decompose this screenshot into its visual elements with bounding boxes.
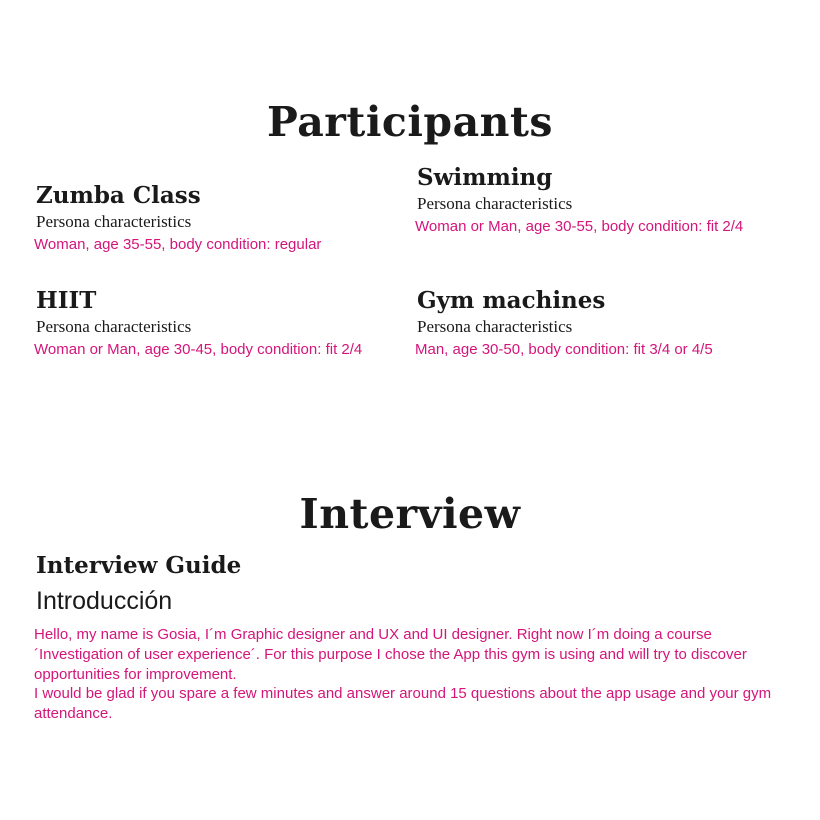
participants-title: Participants — [266, 98, 553, 146]
persona-label: Persona characteristics — [36, 317, 192, 336]
intro-paragraph: I would be glad if you spare a few minutes and answer around 15 questions about the app usage and your gym attendance. — [34, 685, 772, 723]
persona-name: HIIT — [36, 287, 97, 314]
persona-name: Swimming — [417, 164, 553, 191]
persona-swimming — [417, 164, 743, 236]
persona-description: Woman or Man, age 30-55, body condition: fit 2/4 — [415, 218, 744, 235]
persona-label: Persona characteristics — [417, 317, 573, 336]
intro-paragraph: Hello, my name is Gosia, I´m Graphic designer and UX and UI designer. Right now I´m doing a course ´Investigation of user experience´. For this purpose I chose the App this gym is using and will try to discover opportunities for improvement. — [34, 626, 747, 683]
persona-description: Woman or Man, age 30-45, body condition: fit 2/4 — [34, 341, 363, 358]
introduction-text — [34, 625, 794, 724]
persona-hiit — [36, 287, 362, 359]
persona-label: Persona characteristics — [36, 212, 192, 231]
persona-description: Woman, age 35-55, body condition: regular — [34, 236, 322, 253]
interview-guide-title: Interview Guide — [36, 552, 242, 579]
interview-title: Interview — [299, 490, 521, 538]
persona-name: Zumba Class — [36, 182, 201, 209]
persona-name: Gym machines — [417, 287, 606, 314]
persona-zumba-class — [36, 182, 321, 254]
introduction-heading: Introducción — [36, 587, 173, 615]
persona-gym-machines — [417, 287, 713, 359]
persona-label: Persona characteristics — [417, 194, 573, 213]
persona-description: Man, age 30-50, body condition: fit 3/4 or 4/5 — [415, 341, 713, 358]
